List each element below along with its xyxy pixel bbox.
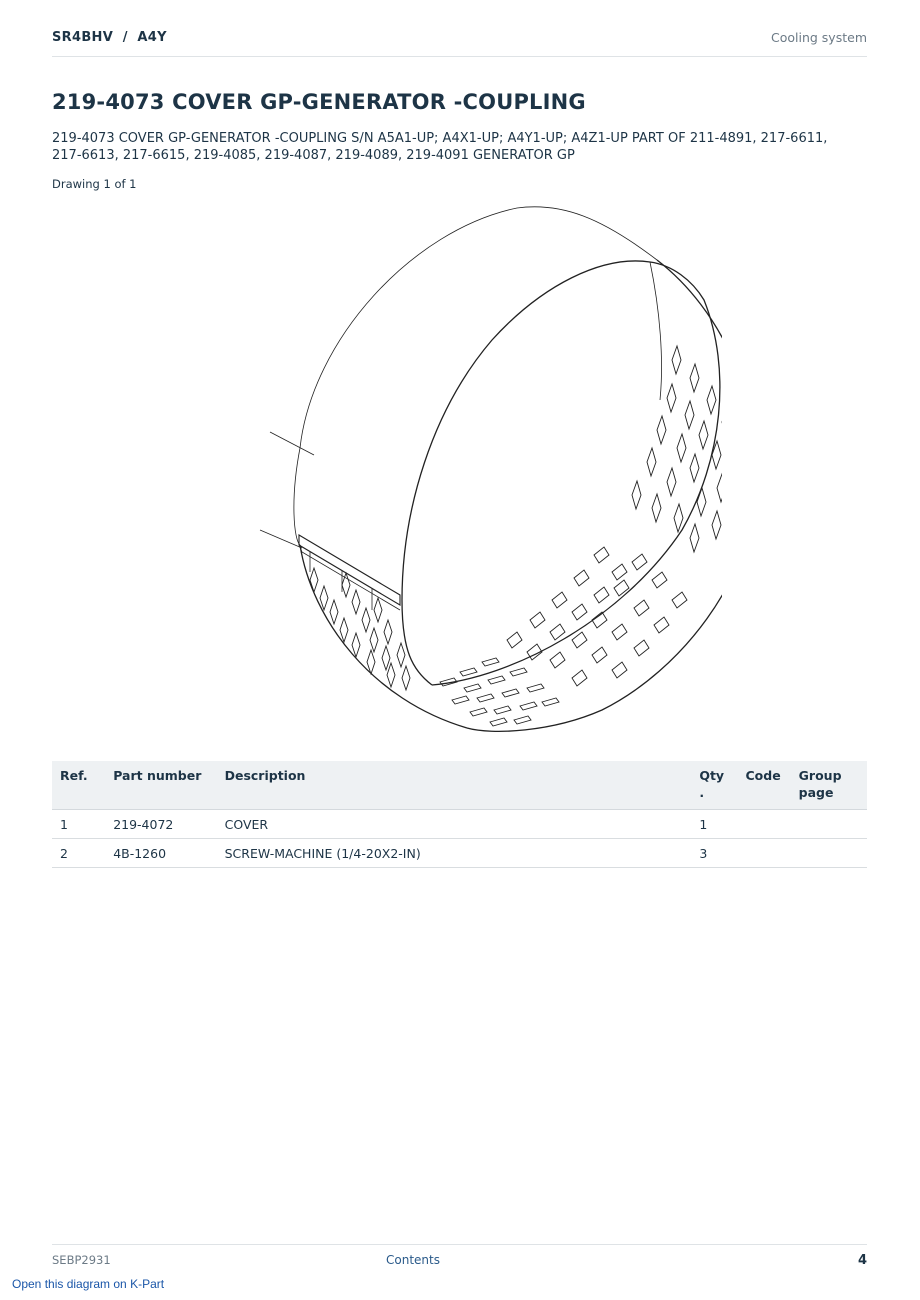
row-code: [737, 839, 790, 868]
model-breadcrumb: SR4BHV / A4Y: [52, 30, 167, 45]
page-number: 4: [857, 1253, 867, 1268]
drawing-label: Drawing 1 of 1: [52, 177, 137, 191]
coupling-cover-illustration: [202, 200, 722, 740]
row-description: SCREW-MACHINE (1/4-20X2-IN): [217, 839, 692, 868]
col-part-number: Part number: [105, 761, 216, 810]
page-footer: [52, 1244, 867, 1273]
page-subtitle: 219-4073 COVER GP-GENERATOR -COUPLING S/N A5A1-UP; A4X1-UP; A4Y1-UP; A4Z1-UP PART OF 211-4891, 217-6611, 217-6613, 217-6615, 219-4085, 219-4087, 219-4089, 219-4091 GENERATOR GP: [52, 131, 828, 163]
table-row: [52, 810, 867, 839]
row-part-number: 4B-1260: [105, 839, 216, 868]
parts-drawing[interactable]: [202, 200, 722, 740]
parts-table-header-row: [52, 761, 867, 810]
col-qty: Qty .: [691, 761, 737, 810]
row-group-page: [791, 839, 867, 868]
contents-link[interactable]: Contents: [386, 1253, 440, 1267]
page-header: [52, 28, 867, 57]
document-number: SEBP2931: [52, 1253, 111, 1267]
table-row: [52, 839, 867, 868]
row-code: [737, 810, 790, 839]
row-group-page: [791, 810, 867, 839]
col-group-page: Group page: [791, 761, 867, 810]
page: [52, 0, 867, 1300]
open-kpart-link[interactable]: Open this diagram on K-Part: [12, 1277, 165, 1291]
col-ref: Ref.: [52, 761, 105, 810]
row-ref: 2: [52, 839, 105, 868]
row-qty: 1: [691, 810, 737, 839]
row-ref: 1: [52, 810, 105, 839]
row-qty: 3: [691, 839, 737, 868]
row-part-number: 219-4072: [105, 810, 216, 839]
section-name: Cooling system: [771, 30, 867, 45]
col-code: Code: [737, 761, 790, 810]
page-title: 219-4073 COVER GP-GENERATOR -COUPLING: [52, 90, 586, 114]
parts-table: [52, 761, 867, 868]
col-description: Description: [217, 761, 692, 810]
row-description: COVER: [217, 810, 692, 839]
